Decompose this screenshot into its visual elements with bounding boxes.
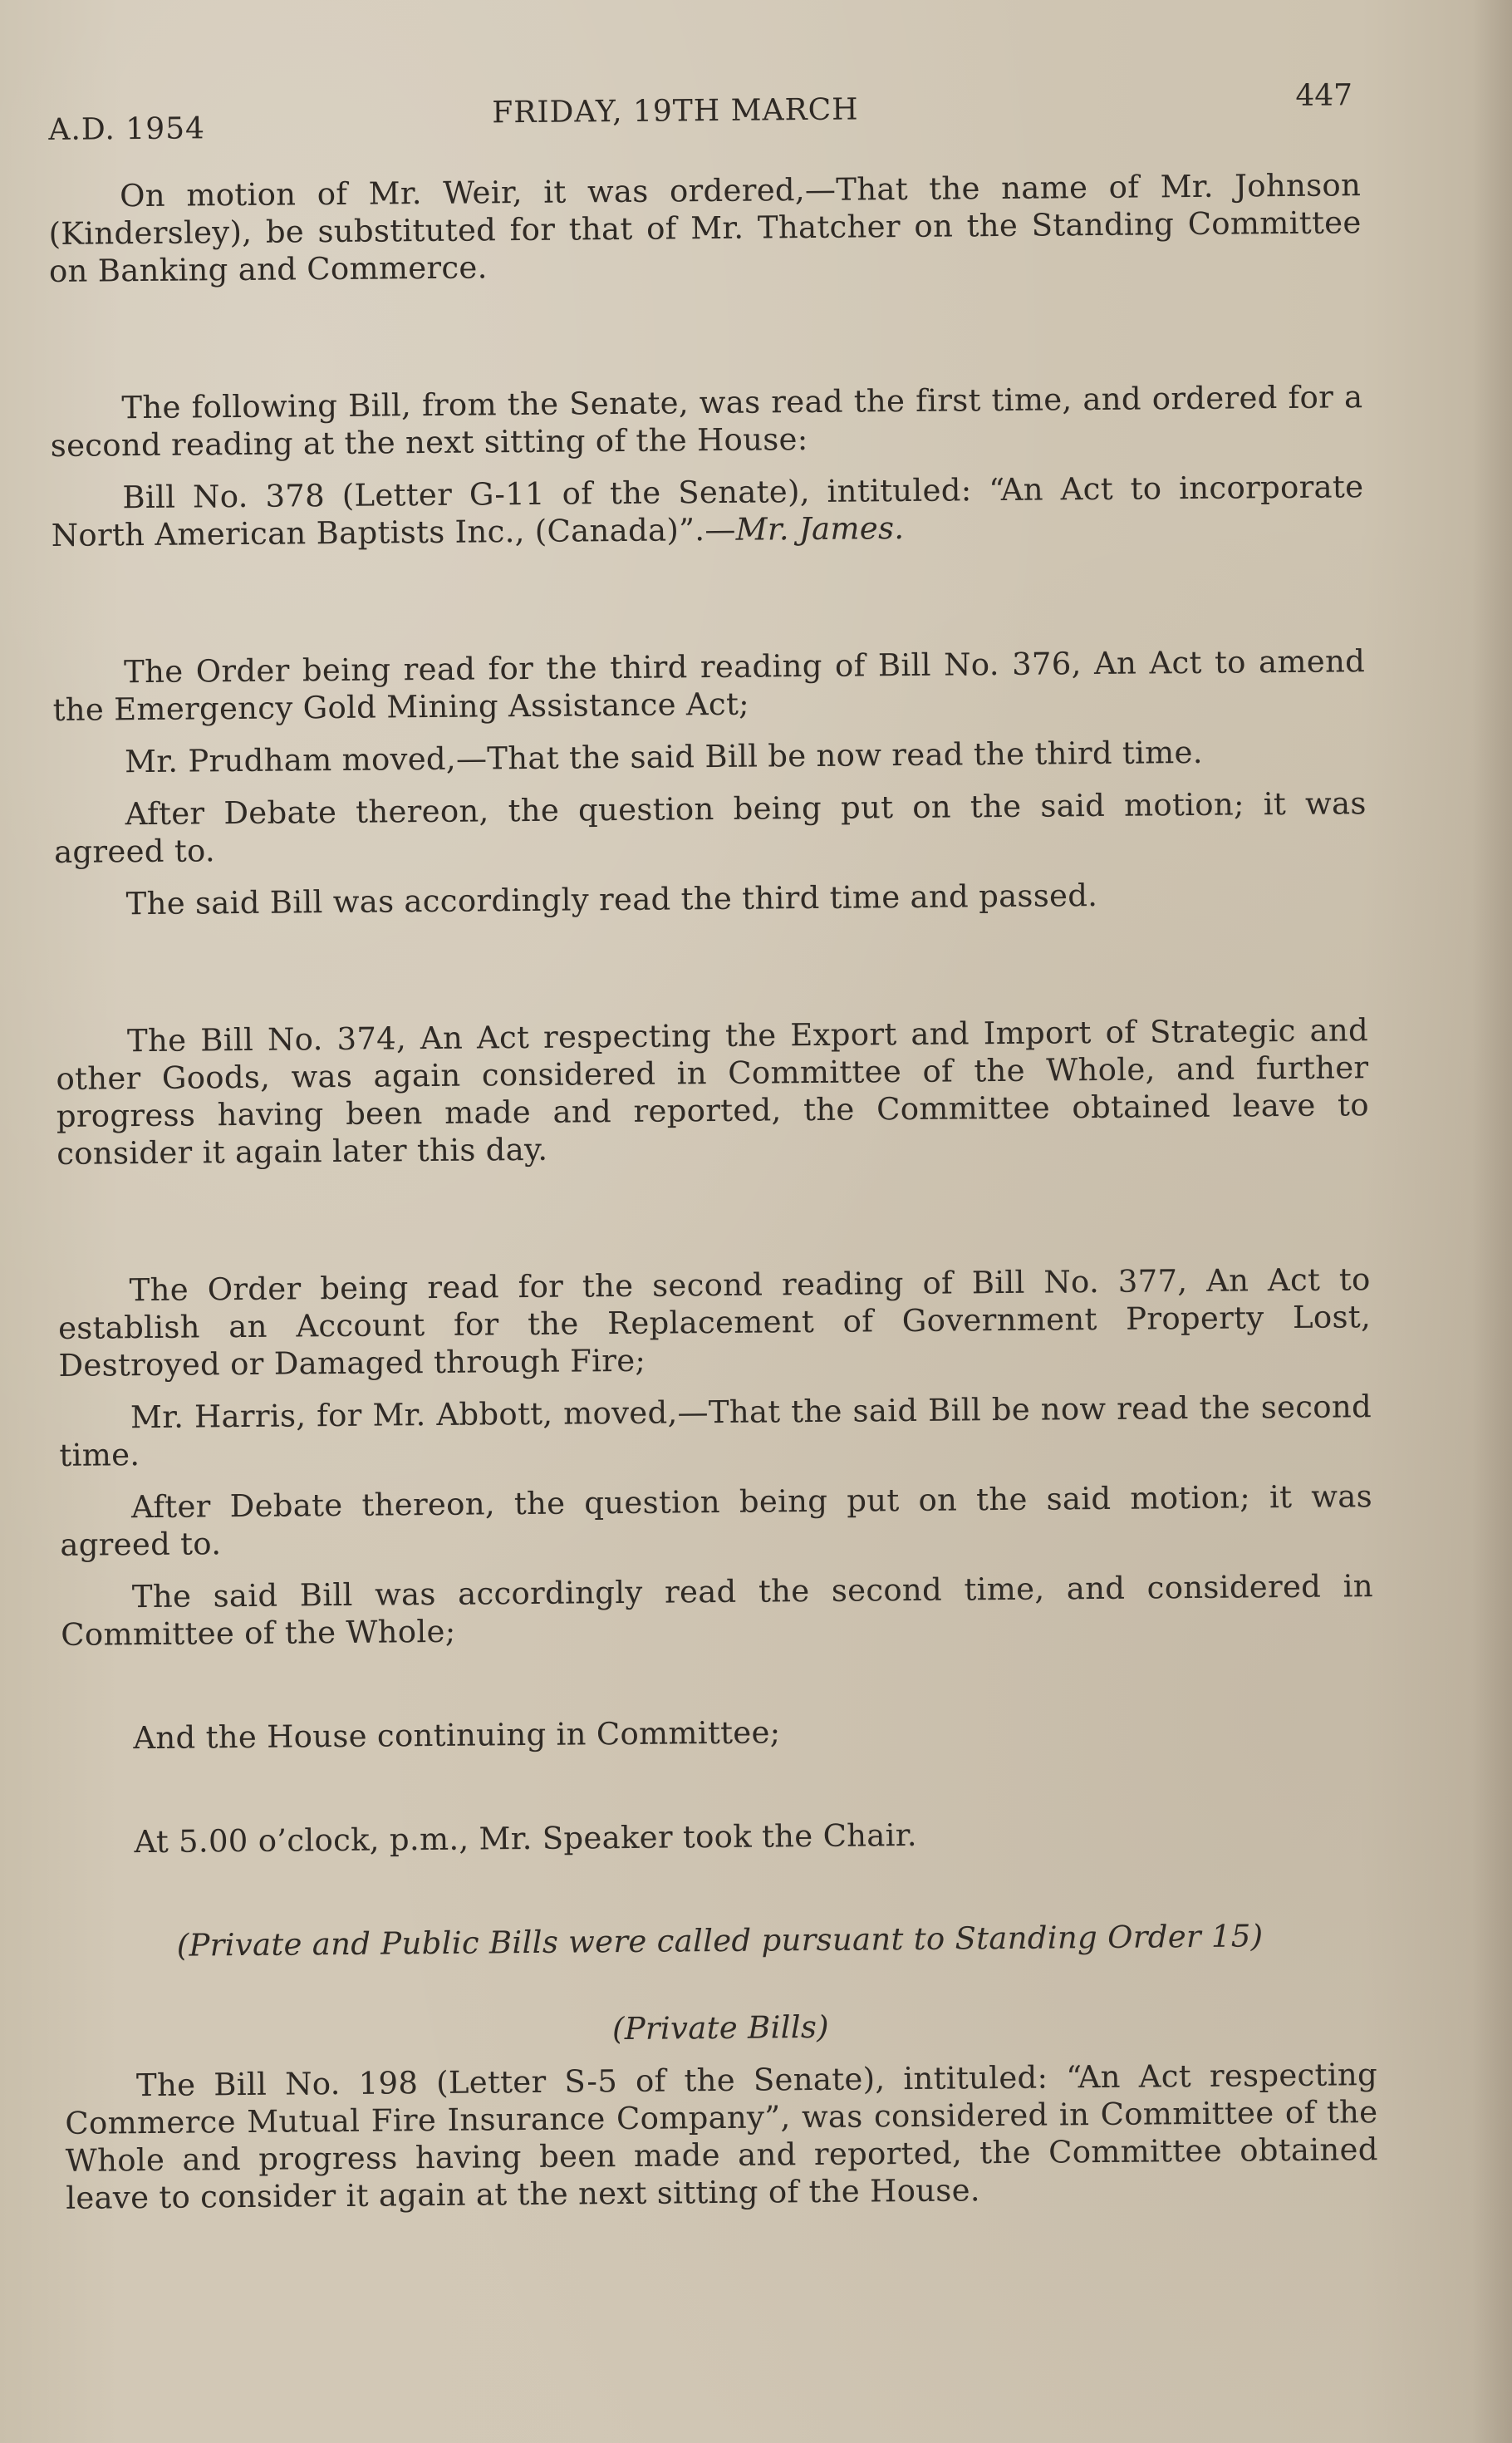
bill-378-text: Bill No. 378 (Letter G-11 of the Senate), intituled: “An Act to incorporate North American Baptists Inc., (Canada)”.— [51, 469, 1364, 553]
page-body [48, 166, 1378, 2217]
paragraph-prudham-motion: Mr. Prudham moved,—That the said Bill be now read the third time. [124, 734, 1204, 780]
paragraph-second-reading-committee: The said Bill was accordingly read the second time, and considered in Committee of the Whole; [61, 1568, 1374, 1653]
paragraph-harris-motion: Mr. Harris, for Mr. Abbott, moved,—That the said Bill be now read the second time. [59, 1389, 1372, 1473]
page-number: 447 [1295, 78, 1353, 113]
paragraph-weir-motion: On motion of Mr. Weir, it was ordered,—That the name of Mr. Johnson (Kindersley), be substituted for that of Mr. Thatcher on the Standing Committee on Banking and Commerce. [48, 167, 1362, 289]
paragraph-house-continuing: And the House continuing in Committee; [133, 1714, 781, 1757]
section-heading-private-public-bills: (Private and Public Bills were called pursuant to Standing Order 15) [176, 1918, 1264, 1964]
header-year: A.D. 1954 [48, 111, 206, 147]
paragraph-speaker-chair: At 5.00 o’clock, p.m., Mr. Speaker took the Chair. [134, 1816, 917, 1861]
paragraph-third-reading-passed: The said Bill was accordingly read the third time and passed. [125, 877, 1098, 922]
paragraph-bill-198: The Bill No. 198 (Letter S-5 of the Senate), intituled: “An Act respecting Commerce Mutual Fire Insurance Company”, was considered in Committee of the Whole and progress having been made and reported, the Committee obtained leave to consider it again at the next sitting of the House. [65, 2057, 1378, 2216]
paragraph-senate-bill-first-reading: The following Bill, from the Senate, was read the first time, and ordered for a second reading at the next sitting of the House: [50, 379, 1363, 464]
header-date: FRIDAY, 19TH MARCH [492, 92, 859, 130]
section-heading-private-bills: (Private Bills) [611, 2008, 830, 2047]
paragraph-bill-377-order: The Order being read for the second reading of Bill No. 377, An Act to establish an Account for the Replacement of Government Property Lost, Destroyed or Damaged through Fire; [57, 1261, 1372, 1384]
page-header [48, 78, 1353, 156]
paragraph-bill-374-committee: The Bill No. 374, An Act respecting the Export and Import of Strategic and other Goods, was again considered in Committee of the Whole, and further progress having been made and reported, the Committee obtained leave to consider it again later this day. [56, 1012, 1369, 1172]
page-edge-shadow [1472, 0, 1512, 2443]
paragraph-bill-378 [51, 468, 1364, 554]
paragraph-debate-agreed-1: After Debate thereon, the question being put on the said motion; it was agreed to. [53, 785, 1367, 870]
paragraph-debate-agreed-2: After Debate thereon, the question being put on the said motion; it was agreed to. [60, 1478, 1373, 1563]
paragraph-bill-376-order: The Order being read for the third reading of Bill No. 376, An Act to amend the Emergency Gold Mining Assistance Act; [52, 643, 1366, 728]
bill-378-sponsor: Mr. James. [735, 510, 905, 548]
